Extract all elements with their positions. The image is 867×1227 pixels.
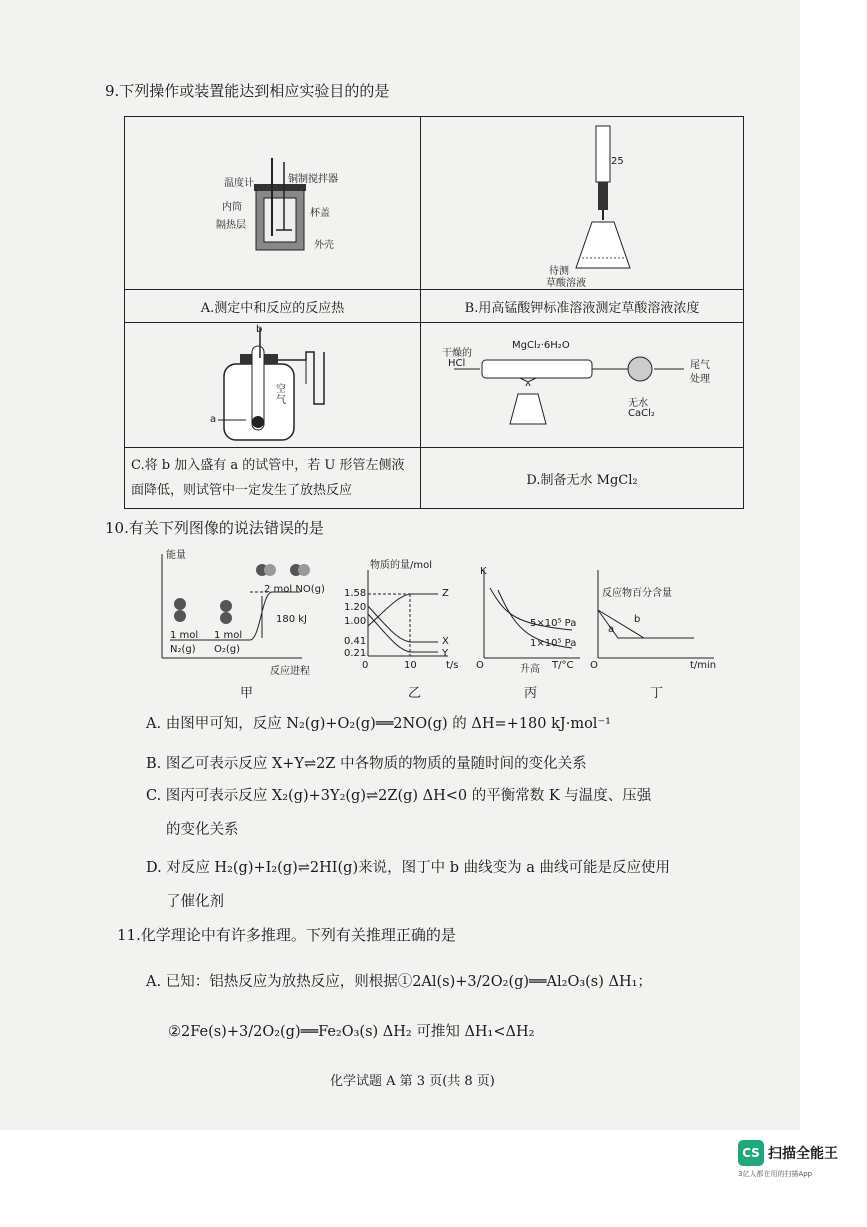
yi-ylabel: 物质的量/mol: [370, 560, 433, 571]
label-stirrer: 铜制搅拌器: [288, 174, 338, 185]
yi-xtick-10: 10: [404, 660, 417, 671]
yi-ytick-041: 0.41: [344, 636, 367, 647]
label-dry: 干燥的: [442, 348, 472, 359]
q9-d-caption: D.制备无水 MgCl₂: [421, 448, 744, 509]
graph-jia: [150, 548, 310, 678]
scanner-watermark: [738, 1140, 838, 1179]
q9-b-diagram: [421, 117, 744, 290]
q10-graphs: [150, 548, 730, 708]
label-tail-gas: 尾气: [690, 360, 710, 371]
label-insulation: 隔热层: [216, 220, 246, 231]
scanner-tagline: 3亿人都在用的扫描App: [738, 1170, 813, 1178]
jia-o2-label: O₂(g): [214, 644, 241, 655]
q10-option-c-line2: 的变化关系: [166, 822, 239, 838]
label-shell: 外壳: [314, 240, 334, 251]
label-thermometer: 温度计: [224, 178, 254, 189]
q10-option-d-line1: D. 对反应 H₂(g)+I₂(g)⇌2HI(g)来说，图丁中 b 曲线变为 a 曲线可能是反应使用: [146, 860, 670, 876]
label-b: b: [256, 324, 263, 335]
q9-d-diagram: [421, 323, 744, 448]
q9-c-diagram: [125, 323, 421, 448]
jia-ylabel: 能量: [166, 550, 186, 561]
bing-arrow-label: 升高: [520, 664, 540, 675]
jia-o2-amount: 1 mol: [214, 630, 243, 641]
label-inner-cup: 内筒: [222, 202, 242, 213]
yi-curve-z: Z: [442, 588, 449, 599]
q10-option-b: B. 图乙可表示反应 X+Y⇌2Z 中各物质的物质的量随时间的变化关系: [146, 756, 587, 772]
yi-ytick-100: 1.00: [344, 616, 367, 627]
label-treatment: 处理: [690, 374, 710, 385]
mgcl2-setup-diagram: [422, 324, 742, 446]
q10-option-a: A. 由图甲可知，反应 N₂(g)+O₂(g)══2NO(g) 的 ΔH=+180 kJ·mol⁻¹: [146, 716, 611, 732]
q11-option-a-line1: A. 已知：铝热反应为放热反应，则根据①2Al(s)+3/2O₂(g)══Al₂O₃(s) ΔH₁；: [146, 974, 652, 990]
jia-180kj-label: 180 kJ: [276, 614, 308, 625]
yi-ytick-120: 1.20: [344, 602, 367, 613]
label-to-test: 待测: [549, 266, 569, 277]
yi-name: 乙: [408, 686, 422, 701]
q9-a-caption: A.测定中和反应的反应热: [125, 290, 421, 323]
yi-ytick-158: 1.58: [344, 588, 367, 599]
page-footer: 化学试题 A 第 3 页(共 8 页): [330, 1074, 495, 1089]
yi-xtick-0: 0: [362, 660, 369, 671]
ding-name: 丁: [650, 686, 664, 701]
ding-curve-b: b: [634, 614, 641, 625]
label-oxalic-solution: 草酸溶液: [546, 278, 586, 289]
q9-c-caption: C.将 b 加入盛有 a 的试管中，若 U 形管左侧液面降低，则试管中一定发生了放热反应: [125, 448, 421, 509]
scanner-name: 扫描全能王: [768, 1146, 838, 1162]
graph-ding: [590, 548, 720, 678]
titration-diagram: [422, 118, 742, 288]
bing-origin: O: [476, 660, 484, 671]
jia-n2-label: N₂(g): [170, 644, 196, 655]
label-cacl2: CaCl₂: [628, 408, 655, 419]
q9-options-table: [124, 116, 744, 509]
ding-xlabel: t/min: [690, 660, 717, 671]
label-hcl: HCl: [448, 358, 466, 369]
ding-curve-a: a: [608, 624, 615, 635]
q10-option-d-line2: 了催化剂: [166, 894, 224, 910]
q9-stem: 9.下列操作或装置能达到相应实验目的的是: [105, 82, 390, 100]
bing-name: 丙: [524, 686, 538, 701]
bing-ylabel: K: [480, 566, 487, 577]
yi-ytick-021: 0.21: [344, 648, 367, 659]
label-a: a: [210, 414, 217, 425]
label-lid: 杯盖: [310, 208, 330, 219]
q10-stem: 10.有关下列图像的说法错误的是: [105, 519, 324, 537]
jia-no-label: 2 mol NO(g): [264, 584, 325, 595]
yi-curve-y: Y: [442, 648, 449, 659]
ding-ylabel: 反应物百分含量: [602, 588, 672, 599]
calorimeter-diagram: [126, 118, 419, 288]
q11-option-a-line2: ②2Fe(s)+3/2O₂(g)══Fe₂O₃(s) ΔH₂ 可推知 ΔH₁<ΔH₂: [168, 1024, 535, 1040]
jia-name: 甲: [240, 686, 254, 701]
ding-origin: O: [590, 660, 598, 671]
graph-bing: [476, 548, 586, 678]
q11-stem: 11.化学理论中有许多推理。下列有关推理正确的是: [117, 926, 456, 944]
yi-xlabel: t/s: [446, 660, 459, 671]
bing-curve-1e5: 1×10⁵ Pa: [530, 638, 577, 649]
q9-a-diagram: [125, 117, 421, 290]
yi-curve-x: X: [442, 636, 449, 647]
q9-b-caption: B.用高锰酸钾标准溶液测定草酸溶液浓度: [421, 290, 744, 323]
label-anhydrous: 无水: [628, 398, 648, 409]
bing-xlabel: T/°C: [552, 660, 574, 671]
camscanner-logo-icon: CS: [738, 1140, 764, 1166]
q10-option-c-line1: C. 图丙可表示反应 X₂(g)+3Y₂(g)⇌2Z(g) ΔH<0 的平衡常数 K 与温度、压强: [146, 788, 652, 804]
label-air: 空气: [276, 384, 286, 406]
u-tube-diagram: [126, 324, 419, 446]
bing-curve-5e5: 5×10⁵ Pa: [530, 618, 577, 629]
jia-xlabel: 反应进程: [270, 666, 310, 677]
label-burette-25: 25: [611, 156, 624, 167]
jia-n2-amount: 1 mol: [170, 630, 199, 641]
label-mgcl2-hydrate: MgCl₂·6H₂O: [512, 340, 570, 351]
